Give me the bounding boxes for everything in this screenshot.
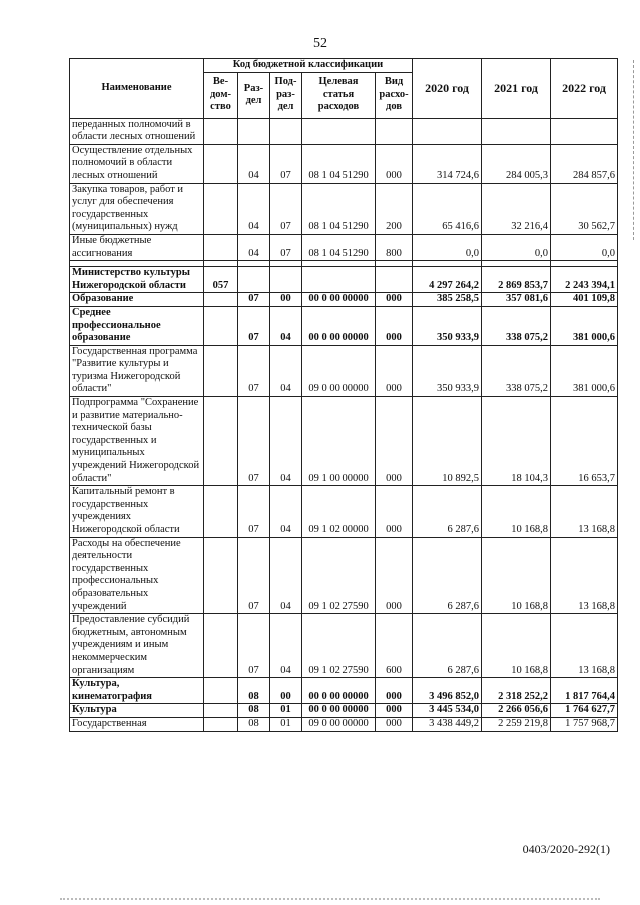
cell-2021: 338 075,2: [482, 345, 551, 396]
cell-name: Иные бюджетные ассигнования: [70, 234, 204, 260]
cell-name: Министерство культуры Нижегородской области: [70, 267, 204, 293]
cell-vedomstvo: [204, 614, 238, 678]
cell-2022: 401 109,8: [551, 293, 618, 307]
cell-razdel: 08: [238, 704, 270, 718]
budget-table: [69, 58, 618, 732]
header-podrazdel: Под-раз-дел: [270, 72, 302, 118]
cell-vid-rashodov: 000: [376, 397, 413, 486]
cell-2021: 284 005,3: [482, 144, 551, 183]
cell-2020: 65 416,6: [413, 183, 482, 234]
table-row: [70, 704, 618, 718]
cell-name: Расходы на обеспечение деятельности государственных профессиональных образовательных учреждений: [70, 537, 204, 614]
cell-podrazdel: 04: [270, 486, 302, 537]
cell-vedomstvo: [204, 397, 238, 486]
cell-celevaya-statya: 00 0 00 00000: [302, 704, 376, 718]
cell-vedomstvo: [204, 717, 238, 731]
cell-razdel: 07: [238, 486, 270, 537]
cell-vedomstvo: [204, 118, 238, 144]
cell-2021: 357 081,6: [482, 293, 551, 307]
cell-vedomstvo: [204, 144, 238, 183]
cell-podrazdel: 00: [270, 293, 302, 307]
cell-2022: 2 243 394,1: [551, 267, 618, 293]
cell-2021: 2 266 056,6: [482, 704, 551, 718]
cell-2021: 32 216,4: [482, 183, 551, 234]
cell-name: Культура, кинематография: [70, 678, 204, 704]
cell-vedomstvo: [204, 293, 238, 307]
cell-vid-rashodov: 000: [376, 306, 413, 345]
cell-celevaya-statya: 09 0 00 00000: [302, 345, 376, 396]
header-row-top: [70, 59, 618, 73]
cell-2020: 0,0: [413, 234, 482, 260]
cell-vid-rashodov: [376, 267, 413, 293]
cell-vedomstvo: [204, 306, 238, 345]
cell-celevaya-statya: 09 1 00 00000: [302, 397, 376, 486]
cell-vedomstvo: [204, 537, 238, 614]
cell-vid-rashodov: 000: [376, 345, 413, 396]
cell-name: Государственная программа "Развитие культуры и туризма Нижегородской области": [70, 345, 204, 396]
cell-vid-rashodov: [376, 118, 413, 144]
header-2022: 2022 год: [551, 59, 618, 119]
cell-podrazdel: 07: [270, 234, 302, 260]
cell-vedomstvo: [204, 704, 238, 718]
cell-2022: 381 000,6: [551, 306, 618, 345]
cell-podrazdel: [270, 267, 302, 293]
table-row: [70, 614, 618, 678]
cell-name: Культура: [70, 704, 204, 718]
cell-razdel: 08: [238, 678, 270, 704]
cell-celevaya-statya: 00 0 00 00000: [302, 306, 376, 345]
cell-celevaya-statya: 08 1 04 51290: [302, 144, 376, 183]
cell-vid-rashodov: 000: [376, 486, 413, 537]
table-row: [70, 293, 618, 307]
cell-2022: 30 562,7: [551, 183, 618, 234]
cell-celevaya-statya: [302, 118, 376, 144]
cell-name: Предоставление субсидий бюджетным, автономным учреждениям и иным некоммерческим организациям: [70, 614, 204, 678]
cell-vid-rashodov: 000: [376, 144, 413, 183]
cell-2022: 1 764 627,7: [551, 704, 618, 718]
cell-2020: 3 445 534,0: [413, 704, 482, 718]
cell-podrazdel: 04: [270, 537, 302, 614]
cell-podrazdel: 07: [270, 144, 302, 183]
cell-name: Подпрограмма "Сохранение и развитие материально-технической базы государственных и муниципальных учреждений Нижегородской области": [70, 397, 204, 486]
cell-podrazdel: 07: [270, 183, 302, 234]
cell-celevaya-statya: 08 1 04 51290: [302, 234, 376, 260]
cell-2020: 6 287,6: [413, 614, 482, 678]
table-row: [70, 537, 618, 614]
cell-2022: 13 168,8: [551, 537, 618, 614]
cell-2021: 10 168,8: [482, 537, 551, 614]
cell-celevaya-statya: [302, 267, 376, 293]
table-row: [70, 717, 618, 731]
cell-razdel: 07: [238, 345, 270, 396]
cell-vedomstvo: [204, 345, 238, 396]
cell-2022: [551, 118, 618, 144]
cell-2021: 338 075,2: [482, 306, 551, 345]
header-razdel: Раз-дел: [238, 72, 270, 118]
cell-2022: 284 857,6: [551, 144, 618, 183]
table-row: [70, 397, 618, 486]
cell-2020: 4 297 264,2: [413, 267, 482, 293]
cell-2022: 0,0: [551, 234, 618, 260]
footer-document-code: 0403/2020-292(1): [522, 842, 610, 856]
cell-vedomstvo: [204, 486, 238, 537]
cell-vid-rashodov: 000: [376, 293, 413, 307]
cell-vid-rashodov: 000: [376, 537, 413, 614]
table-row: [70, 183, 618, 234]
cell-vedomstvo: 057: [204, 267, 238, 293]
cell-vedomstvo: [204, 183, 238, 234]
table-row: [70, 144, 618, 183]
cell-razdel: [238, 118, 270, 144]
cell-name: Среднее профессиональное образование: [70, 306, 204, 345]
cell-2020: 6 287,6: [413, 537, 482, 614]
cell-2022: 13 168,8: [551, 486, 618, 537]
table-row: [70, 486, 618, 537]
cell-razdel: 07: [238, 293, 270, 307]
cell-razdel: 07: [238, 306, 270, 345]
header-vid-rashodov: Вид расхо-дов: [376, 72, 413, 118]
cell-razdel: 08: [238, 717, 270, 731]
cell-2022: 13 168,8: [551, 614, 618, 678]
cell-celevaya-statya: 08 1 04 51290: [302, 183, 376, 234]
cell-razdel: 07: [238, 537, 270, 614]
header-2021: 2021 год: [482, 59, 551, 119]
cell-name: Осуществление отдельных полномочий в области лесных отношений: [70, 144, 204, 183]
header-2020: 2020 год: [413, 59, 482, 119]
cell-2020: 10 892,5: [413, 397, 482, 486]
cell-celevaya-statya: 09 1 02 00000: [302, 486, 376, 537]
cell-2021: [482, 118, 551, 144]
cell-podrazdel: 04: [270, 397, 302, 486]
cell-razdel: 04: [238, 183, 270, 234]
cell-2020: 350 933,9: [413, 306, 482, 345]
cell-razdel: [238, 267, 270, 293]
scan-bottom-artifact: [60, 898, 600, 903]
cell-podrazdel: 01: [270, 704, 302, 718]
cell-name: Капитальный ремонт в государственных учреждениях Нижегородской области: [70, 486, 204, 537]
cell-vedomstvo: [204, 234, 238, 260]
cell-celevaya-statya: 00 0 00 00000: [302, 293, 376, 307]
cell-2021: 10 168,8: [482, 486, 551, 537]
cell-podrazdel: [270, 118, 302, 144]
table-row: [70, 345, 618, 396]
cell-podrazdel: 04: [270, 614, 302, 678]
cell-vid-rashodov: 800: [376, 234, 413, 260]
cell-2020: 6 287,6: [413, 486, 482, 537]
cell-2020: 385 258,5: [413, 293, 482, 307]
cell-2020: 314 724,6: [413, 144, 482, 183]
cell-vid-rashodov: 200: [376, 183, 413, 234]
header-vedomstvo: Ве-дом-ство: [204, 72, 238, 118]
cell-vid-rashodov: 600: [376, 614, 413, 678]
cell-2022: 1 817 764,4: [551, 678, 618, 704]
cell-celevaya-statya: 00 0 00 00000: [302, 678, 376, 704]
cell-razdel: 04: [238, 234, 270, 260]
cell-podrazdel: 00: [270, 678, 302, 704]
scan-edge-artifact: [633, 60, 640, 240]
page-number: 52: [313, 36, 327, 51]
cell-2022: 381 000,6: [551, 345, 618, 396]
cell-2021: 0,0: [482, 234, 551, 260]
cell-2021: 2 259 219,8: [482, 717, 551, 731]
cell-name: переданных полномочий в области лесных отношений: [70, 118, 204, 144]
header-classification-group: Код бюджетной классификации: [204, 59, 413, 73]
header-celevaya-statya: Целевая статья расходов: [302, 72, 376, 118]
cell-2021: 10 168,8: [482, 614, 551, 678]
cell-vid-rashodov: 000: [376, 704, 413, 718]
cell-2020: 350 933,9: [413, 345, 482, 396]
cell-2021: 18 104,3: [482, 397, 551, 486]
table-row: [70, 234, 618, 260]
header-name: Наименование: [70, 59, 204, 119]
cell-celevaya-statya: 09 1 02 27590: [302, 537, 376, 614]
cell-2021: 2 869 853,7: [482, 267, 551, 293]
table-row: [70, 118, 618, 144]
table-row: [70, 267, 618, 293]
cell-celevaya-statya: 09 1 02 27590: [302, 614, 376, 678]
cell-vid-rashodov: 000: [376, 678, 413, 704]
cell-razdel: 07: [238, 397, 270, 486]
cell-celevaya-statya: 09 0 00 00000: [302, 717, 376, 731]
cell-name: Образование: [70, 293, 204, 307]
cell-podrazdel: 01: [270, 717, 302, 731]
cell-name: Государственная: [70, 717, 204, 731]
table-row: [70, 306, 618, 345]
cell-name: Закупка товаров, работ и услуг для обеспечения государственных (муниципальных) нужд: [70, 183, 204, 234]
cell-2020: [413, 118, 482, 144]
cell-vedomstvo: [204, 678, 238, 704]
table-row: [70, 678, 618, 704]
cell-podrazdel: 04: [270, 345, 302, 396]
cell-razdel: 04: [238, 144, 270, 183]
cell-vid-rashodov: 000: [376, 717, 413, 731]
cell-razdel: 07: [238, 614, 270, 678]
cell-2022: 16 653,7: [551, 397, 618, 486]
table-body: [70, 118, 618, 731]
cell-podrazdel: 04: [270, 306, 302, 345]
cell-2020: 3 438 449,2: [413, 717, 482, 731]
cell-2021: 2 318 252,2: [482, 678, 551, 704]
cell-2020: 3 496 852,0: [413, 678, 482, 704]
cell-2022: 1 757 968,7: [551, 717, 618, 731]
